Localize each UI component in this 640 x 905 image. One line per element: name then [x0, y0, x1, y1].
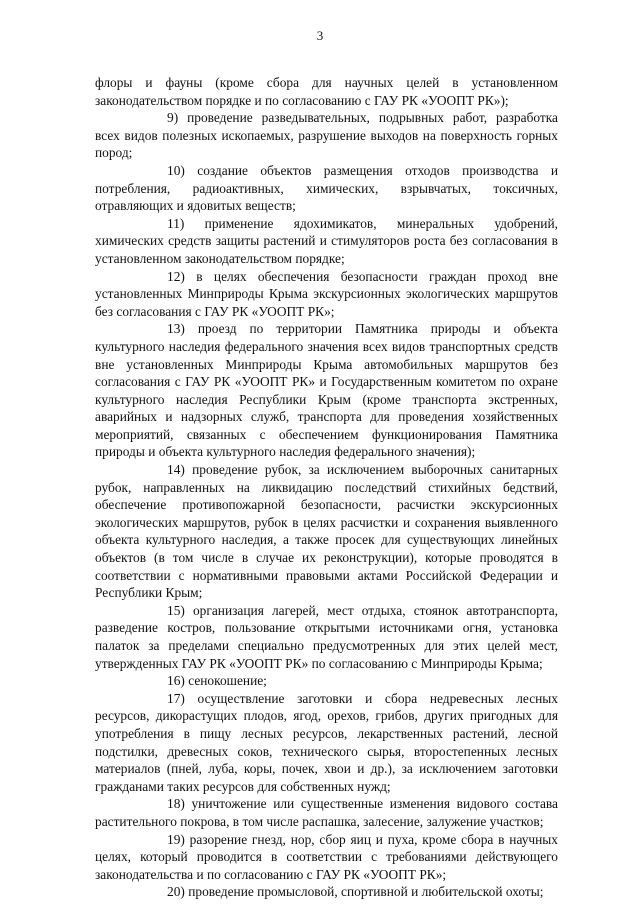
list-item [95, 109, 558, 162]
list-item [95, 320, 558, 461]
continuation-paragraph: флоры и фауны (кроме сбора для научных целей в установленном законодательством порядке и по согласованию с ГАУ РК «УООПТ РК»); [95, 75, 558, 108]
item-text: разорение гнезд, нор, сбор яиц и пуха, кроме сбора в научных целях, который проводится в соответствии с требованиями действующего законодательства и по согласованию с ГАУ РК «УООПТ РК»; [95, 831, 558, 882]
item-number: 10) [167, 162, 185, 178]
document-body [95, 74, 558, 901]
item-text: в целях обеспечения безопасности граждан проход вне установленных Минприроды Крыма экскурсионных экологических маршрутов без согласования с ГАУ РК «УООПТ РК»; [95, 268, 558, 319]
list-item [95, 461, 558, 602]
list-item [95, 162, 558, 215]
list-item [95, 268, 558, 321]
item-number: 19) [167, 831, 185, 847]
item-text: проведение разведывательных, подрывных работ, разработка всех видов полезных ископаемых, разрушение выходов на поверхность горных пород; [95, 110, 558, 161]
item-number: 11) [167, 215, 185, 231]
item-number: 14) [167, 462, 185, 478]
item-text: сенокошение; [188, 673, 267, 689]
item-text: проезд по территории Памятника природы и объекта культурного наследия федерального значения всех видов транспортных средств вне установленных Минприроды Крыма автомобильных маршрутов без согласования с ГАУ РК «УООПТ РК» и Государственным комитетом по охране культурного наследия Республики Крым (кроме транспорта экстренных, аварийных и надзорных служб, транспорта для проведения хозяйственных мероприятий, связанных с обеспечением функционирования Памятника природы и объекта культурного наследия федерального значения); [95, 321, 558, 460]
item-text: проведение промысловой, спортивной и любительской охоты; [188, 884, 544, 900]
item-text: создание объектов размещения отходов производства и потребления, радиоактивных, химических, взрывчатых, токсичных, отравляющих и ядовитых веществ; [95, 162, 558, 214]
list-item [95, 831, 558, 884]
item-text: организация лагерей, мест отдыха, стоянок автотранспорта, разведение костров, пользование открытыми источниками огня, установка палаток за пределами специально предусмотренных для этих целей мест, утвержденных ГАУ РК «УООПТ РК» по согласованию с Минприроды Крыма; [95, 602, 558, 671]
item-number: 20) [167, 884, 185, 900]
list-item [95, 690, 558, 796]
item-text: проведение рубок, за исключением выборочных санитарных рубок, направленных на ликвидацию последствий стихийных бедствий, обеспечение противопожарной безопасности, расчистки экскурсионных экологических маршрутов, рубок в целях расчистки и сохранения выявленного объекта культурного наследия, а также просек для существующих линейных объектов (в том числе в случае их реконструкции), которые проводятся в соответствии с нормативными правовыми актами Российской Федерации и Республики Крым; [95, 462, 558, 601]
item-number: 13) [167, 321, 185, 337]
item-number: 17) [167, 690, 185, 706]
item-number: 15) [167, 602, 185, 618]
list-item [95, 883, 558, 901]
item-number: 18) [167, 796, 185, 812]
item-text: применение ядохимикатов, минеральных удобрений, химических средств защиты растений и стимуляторов роста без согласования в установленном законодательством порядке; [95, 215, 558, 266]
list-item [95, 672, 558, 690]
list-item [95, 795, 558, 830]
list-item [95, 215, 558, 268]
item-number: 16) [167, 673, 185, 689]
item-number: 9) [167, 110, 179, 126]
list-item [95, 602, 558, 672]
item-number: 12) [167, 268, 185, 284]
page-number: 3 [316, 28, 324, 43]
item-text: осуществление заготовки и сбора недревесных лесных ресурсов, дикорастущих плодов, ягод, орехов, грибов, других пригодных для употребления в пищу лесных ресурсов, лекарственных растений, лесной подстилки, древесных соков, технического сырья, второстепенных лесных материалов (пней, луба, коры, почек, хвои и др.), за исключением заготовки гражданами таких ресурсов для собственных нужд; [95, 690, 558, 794]
item-text: уничтожение или существенные изменения видового состава растительного покрова, в том числе распашка, залесение, залужение участков; [95, 796, 558, 829]
